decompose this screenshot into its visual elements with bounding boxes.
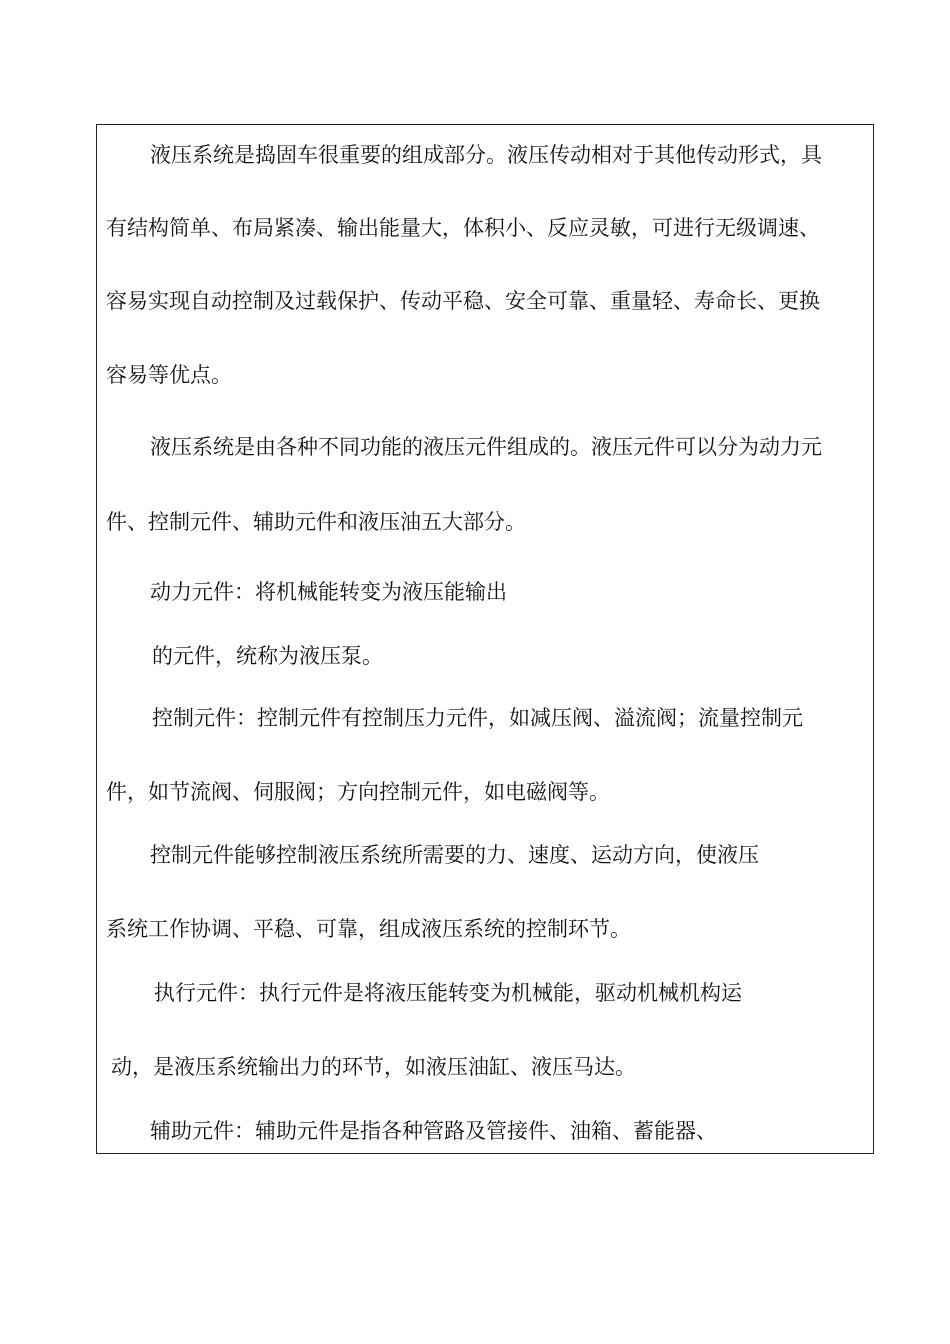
paragraph-line: 件，如节流阀、伺服阀；方向控制元件，如电磁阀等。 — [106, 780, 610, 804]
text-frame — [96, 124, 874, 1154]
paragraph-line: 动力元件：将机械能转变为液压能输出 — [150, 580, 507, 604]
paragraph-line: 液压系统是由各种不同功能的液压元件组成的。液压元件可以分为动力元 — [150, 435, 822, 459]
paragraph-line: 的元件，统称为液压泵。 — [152, 644, 383, 668]
paragraph-line: 容易实现自动控制及过载保护、传动平稳、安全可靠、重量轻、寿命长、更换 — [106, 289, 820, 313]
paragraph-line: 件、控制元件、辅助元件和液压油五大部分。 — [106, 510, 526, 534]
paragraph-line: 控制元件：控制元件有控制压力元件，如减压阀、溢流阀；流量控制元 — [152, 706, 803, 730]
paragraph-line: 执行元件：执行元件是将液压能转变为机械能，驱动机械机构运 — [154, 981, 742, 1005]
paragraph-line: 液压系统是捣固车很重要的组成部分。液压传动相对于其他传动形式，具 — [150, 143, 822, 167]
paragraph-line: 控制元件能够控制液压系统所需要的力、速度、运动方向，使液压 — [150, 843, 759, 867]
paragraph-line: 容易等优点。 — [106, 363, 232, 387]
paragraph-line: 辅助元件：辅助元件是指各种管路及管接件、油箱、蓄能器、 — [150, 1119, 717, 1143]
paragraph-line: 动，是液压系统输出力的环节，如液压油缸、液压马达。 — [111, 1055, 636, 1079]
paragraph-line: 有结构简单、布局紧凑、输出能量大，体积小、反应灵敏，可进行无级调速、 — [106, 216, 820, 240]
paragraph-line: 系统工作协调、平稳、可靠，组成液压系统的控制环节。 — [106, 917, 631, 941]
